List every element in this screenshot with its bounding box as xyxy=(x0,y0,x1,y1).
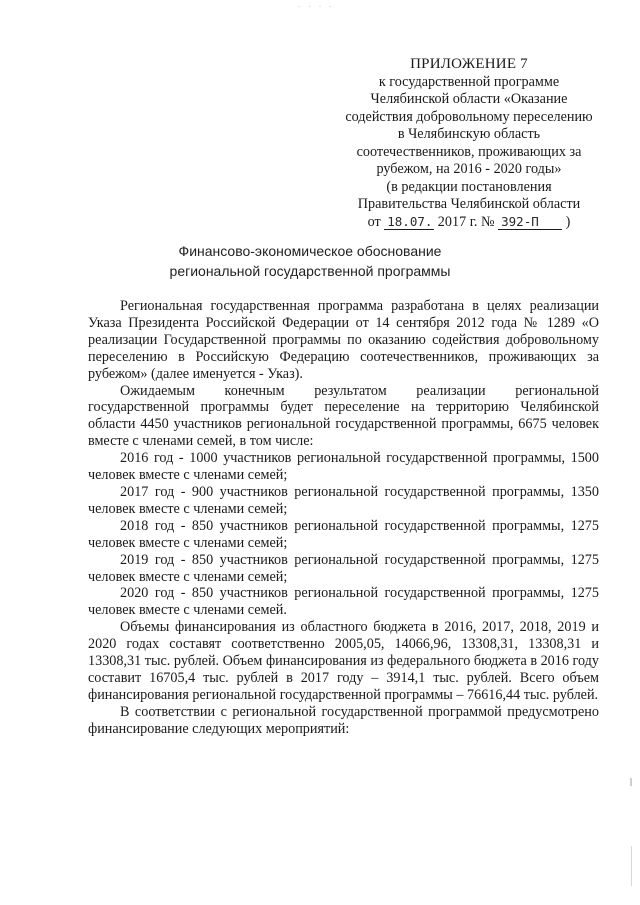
heading-line-2: региональной государственной программы xyxy=(169,263,451,279)
appendix-line: соотечественников, проживающих за xyxy=(356,143,582,160)
sign-number: 392-П xyxy=(498,215,562,230)
appendix-line: (в редакции постановления xyxy=(386,178,552,195)
sign-suffix: ) xyxy=(565,213,571,230)
sign-date: 18.07. xyxy=(384,215,434,230)
appendix-line: содействия добровольному переселению xyxy=(345,108,593,125)
appendix-line: рубежом, на 2016 - 2020 годы» xyxy=(376,161,562,177)
paragraph-expected-result: Ожидаемым конечным результатом реализации региональной государственной программы будет переселение на территорию Челябинской области 4450 участников региональной государственной программы, 6675 человек вместе с членами семей, в том числе: xyxy=(88,382,599,450)
signature-line xyxy=(330,214,608,232)
appendix-line: Челябинской области «Оказание xyxy=(370,91,568,107)
year-item: 2020 год - 850 участников региональной государственной программы, 1275 человек вместе с членами семей. xyxy=(88,585,599,619)
appendix-title: ПРИЛОЖЕНИЕ 7 xyxy=(410,56,528,72)
sign-prefix: от xyxy=(367,213,381,230)
appendix-header xyxy=(330,56,608,231)
appendix-line: к государственной программе xyxy=(378,73,560,90)
appendix-line: Правительства Челябинской области xyxy=(357,196,581,212)
paragraph-financing: Объемы финансирования из областного бюджета в 2016, 2017, 2018, 2019 и 2020 годах составят соответственно 2005,05, 14066,96, 13308,31, 13308,31 и 13308,31 тыс. рублей. Объем финансирования из федерального бюджета в 2016 году составит 16705,4 тыс. рублей в 2017 году – 3914,1 тыс. рублей. Всего объем финансирования региональной государственной программы – 76616,44 тыс. рублей. xyxy=(88,619,599,703)
appendix-line: в Челябинскую область xyxy=(397,126,541,142)
heading-line-1: Финансово-экономическое обоснование xyxy=(178,243,442,259)
sign-year: 2017 г. № xyxy=(437,213,495,230)
body-text xyxy=(88,298,599,738)
paragraph-purpose: Региональная государственная программа разработана в целях реализации Указа Президента Российской Федерации от 14 сентября 2012 года № 1289 «О реализации Государственной программы по оказанию содействия добровольному переселению в Российскую Федерацию соотечественников, проживающих за рубежом» (далее именуется - Указ). xyxy=(88,298,599,382)
year-item: 2016 год - 1000 участников региональной государственной программы, 1500 человек вместе с членами семей; xyxy=(88,450,599,484)
year-item: 2017 год - 900 участников региональной государственной программы, 1350 человек вместе с членами семей; xyxy=(88,483,599,517)
year-item: 2019 год - 850 участников региональной государственной программы, 1275 человек вместе с членами семей; xyxy=(88,551,599,585)
scan-top-mark: · · · · xyxy=(297,3,334,11)
year-item: 2018 год - 850 участников региональной государственной программы, 1275 человек вместе с членами семей; xyxy=(88,517,599,551)
scan-artifact xyxy=(631,846,632,886)
section-heading xyxy=(120,241,500,281)
paragraph-activities: В соответствии с региональной государственной программой предусмотрено финансирование следующих мероприятий: xyxy=(88,703,599,737)
scan-artifact xyxy=(630,778,632,786)
